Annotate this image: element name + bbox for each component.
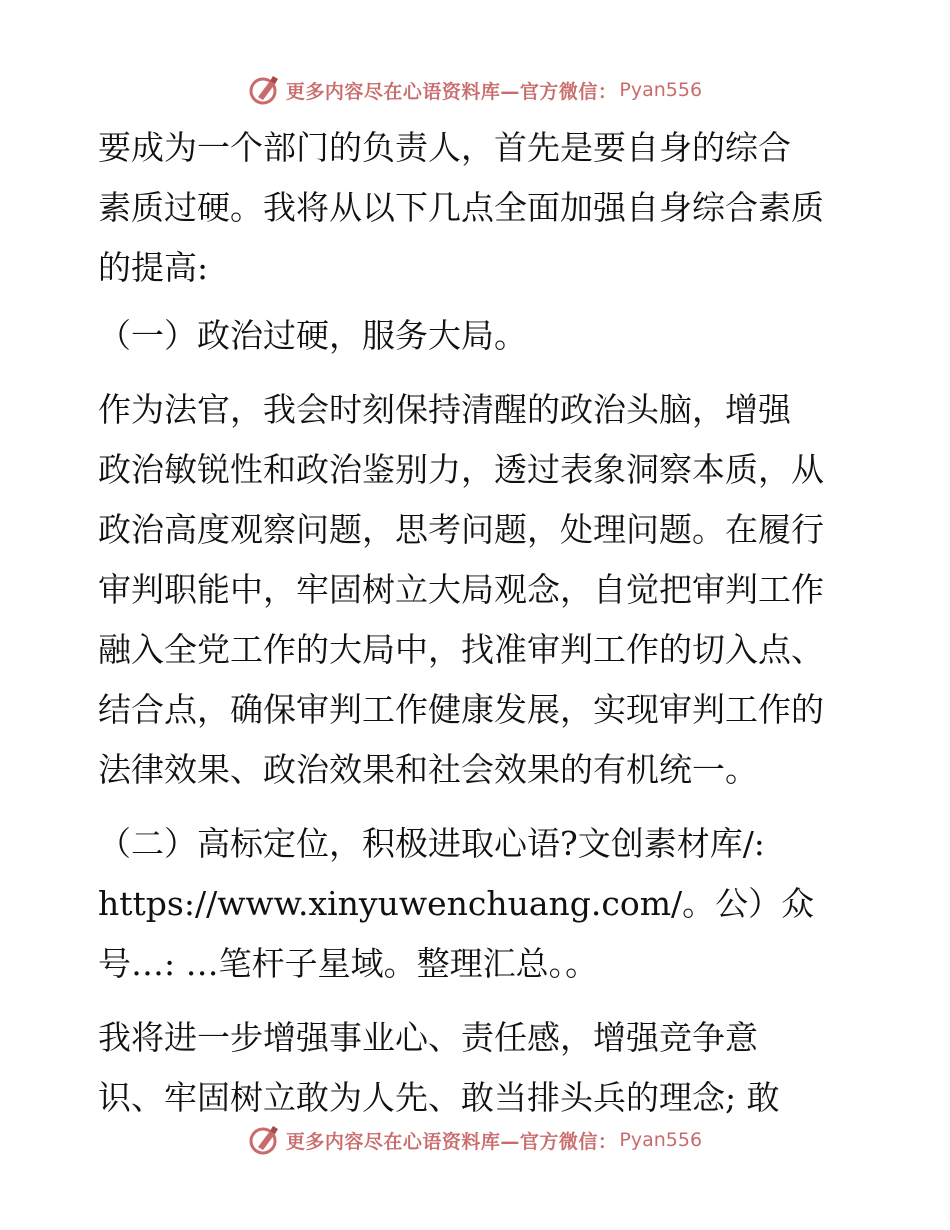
paragraph-1 (98, 118, 858, 298)
paragraph-3 (98, 1008, 858, 1128)
watermark-contact: Pyan556 (619, 1129, 703, 1151)
watermark-contact: Pyan556 (619, 79, 703, 101)
text-line: 结合点，确保审判工作健康发展，实现审判工作的 (98, 690, 824, 729)
text-line: 政治高度观察问题，思考问题，处理问题。在履行 (98, 510, 824, 549)
text-line: （二）高标定位，积极进取心语?文创素材库/: (98, 824, 765, 863)
footer-watermark (0, 1120, 950, 1160)
text-line: （一）政治过硬，服务大局。 (98, 316, 527, 355)
text-line: 要成为一个部门的负责人，首先是要自身的综合 (98, 128, 791, 167)
watermark-text: 更多内容尽在心语资料库—官方微信： (285, 80, 618, 103)
text-line: 政治敏锐性和政治鉴别力，透过表象洞察本质，从 (98, 450, 824, 489)
paragraph-2 (98, 380, 858, 800)
text-line: 号…: …笔杆子星域。整理汇总。。 (98, 944, 599, 983)
document-body (98, 118, 858, 1128)
text-line: 识、牢固树立敢为人先、敢当排头兵的理念; 敢 (98, 1078, 780, 1117)
text-line: 素质过硬。我将从以下几点全面加强自身综合素质 (98, 188, 824, 227)
text-line: 审判职能中，牢固树立大局观念，自觉把审判工作 (98, 570, 824, 609)
text-line: 的提高: (98, 248, 209, 287)
section-heading-2 (98, 814, 858, 994)
section-heading-1 (98, 306, 858, 366)
watermark-text: 更多内容尽在心语资料库—官方微信： (285, 1130, 618, 1153)
text-line: 我将进一步增强事业心、责任感，增强竞争意 (98, 1018, 758, 1057)
text-line: 作为法官，我会时刻保持清醒的政治头脑，增强 (98, 390, 791, 429)
text-line: 法律效果、政治效果和社会效果的有机统一。 (98, 750, 758, 789)
pen-logo-icon (248, 73, 282, 107)
text-line: 融入全党工作的大局中，找准审判工作的切入点、 (98, 630, 824, 669)
header-watermark (0, 70, 950, 110)
text-line: https://www.xinyuwenchuang.com/。公）众 (98, 884, 815, 923)
pen-logo-icon (248, 1123, 282, 1157)
